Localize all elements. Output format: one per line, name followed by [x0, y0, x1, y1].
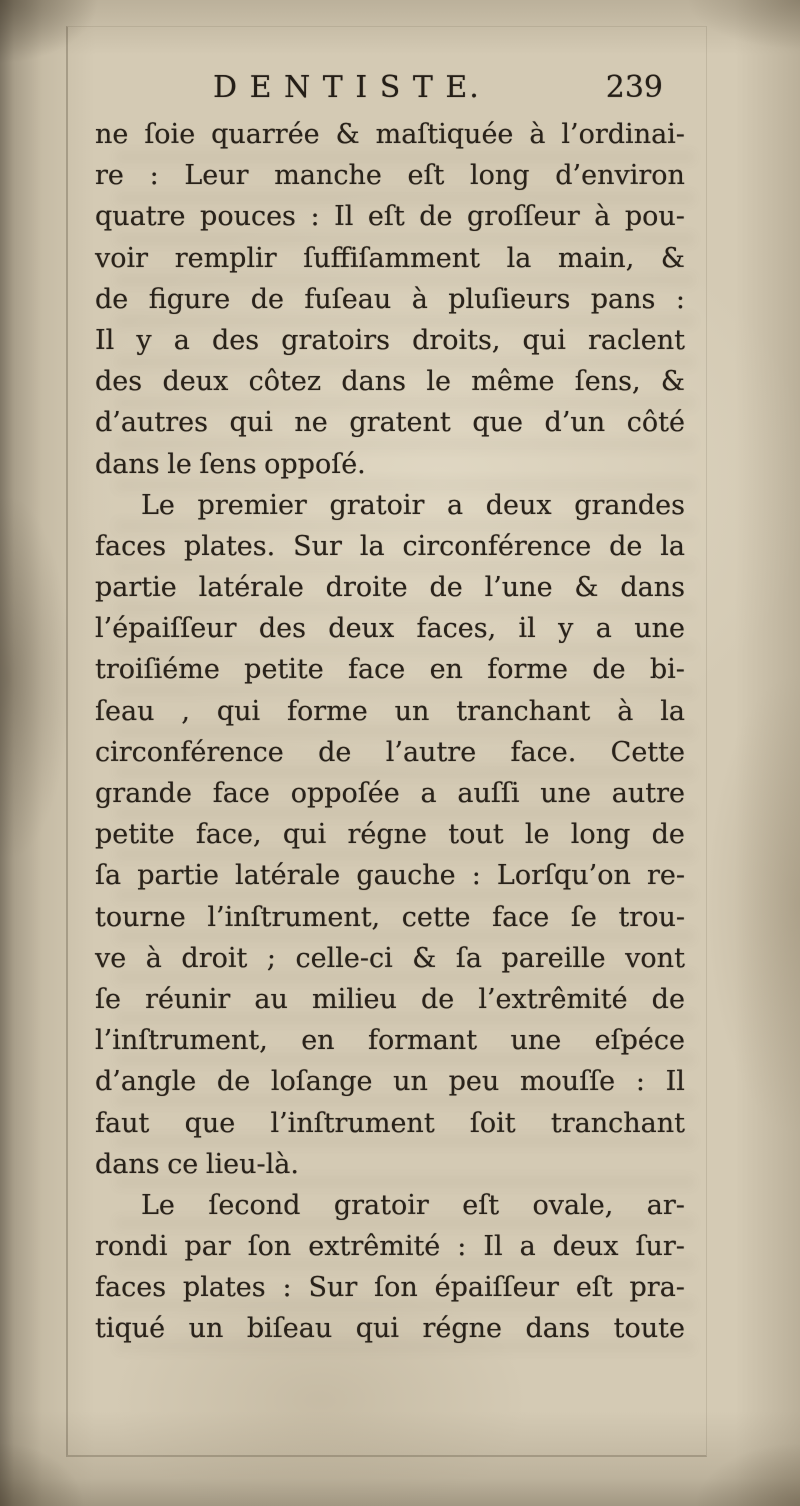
text-line: dans le ſens oppoſé.	[95, 448, 366, 480]
text-line: ne ſoie quarrée & maſtiquée à l’ordinai-	[95, 119, 685, 150]
text-line: Le ſecond gratoir eſt ovale, ar-	[141, 1189, 685, 1221]
text-line: de figure de fuſeau à pluſieurs pans :	[95, 283, 685, 315]
text-line: ve à droit ; celle-ci & ſa pareille vont	[95, 942, 685, 974]
text-line: circonférence de l’autre face. Cette	[95, 736, 685, 768]
text-line: l’épaiſſeur des deux faces, il y a une	[95, 613, 685, 645]
text-line: rondi par ſon extrêmité : Il a deux ſur-	[95, 1231, 685, 1263]
text-line: grande face oppoſée a auſſi une autre	[95, 778, 685, 809]
text-line: Le premier gratoir a deux grandes	[141, 489, 685, 521]
paragraph	[95, 114, 685, 485]
text-line: ſa partie latérale gauche : Lorſqu’on re-	[95, 860, 685, 892]
text-line: faces plates. Sur la circonférence de la	[95, 530, 685, 562]
text-line: petite face, qui régne tout le long de	[95, 819, 685, 851]
paragraph	[95, 1185, 685, 1350]
page-number: 239	[605, 70, 663, 105]
text-line: partie latérale droite de l’une & dans	[95, 572, 685, 604]
text-line: voir remplir ſuffiſamment la main, &	[95, 242, 685, 274]
text-line: tourne l’inſtrument, cette face ſe trou-	[95, 901, 685, 933]
text-line: Il y a des gratoirs droits, qui raclent	[95, 324, 685, 356]
text-line: l’inſtrument, en formant une eſpéce	[95, 1025, 685, 1057]
page-header	[95, 70, 685, 112]
paragraph	[95, 485, 685, 1185]
text-line: dans ce lieu-là.	[95, 1148, 299, 1180]
text-line: ſeau , qui forme un tranchant à la	[95, 695, 685, 727]
text-line: faces plates : Sur ſon épaiſſeur eſt pra-	[95, 1272, 685, 1304]
running-title: D E N T I S T E.	[213, 70, 481, 105]
text-line: d’autres qui ne gratent que d’un côté	[95, 407, 685, 439]
text-line: re : Leur manche eſt long d’environ	[95, 160, 685, 192]
text-line: troiſiéme petite face en forme de bi-	[95, 654, 685, 686]
text-line: des deux côtez dans le même ſens, &	[95, 366, 685, 398]
text-line: faut que l’inſtrument ſoit tranchant	[95, 1107, 685, 1139]
page-content	[95, 70, 685, 1350]
text-line: ſe réunir au milieu de l’extrêmité de	[95, 983, 685, 1015]
text-block	[95, 114, 685, 1350]
text-line: tiqué un biſeau qui régne dans toute	[95, 1313, 685, 1345]
text-line: quatre pouces : Il eſt de groſſeur à pou-	[95, 201, 685, 233]
text-line: d’angle de loſange un peu mouſſe : Il	[95, 1066, 685, 1098]
